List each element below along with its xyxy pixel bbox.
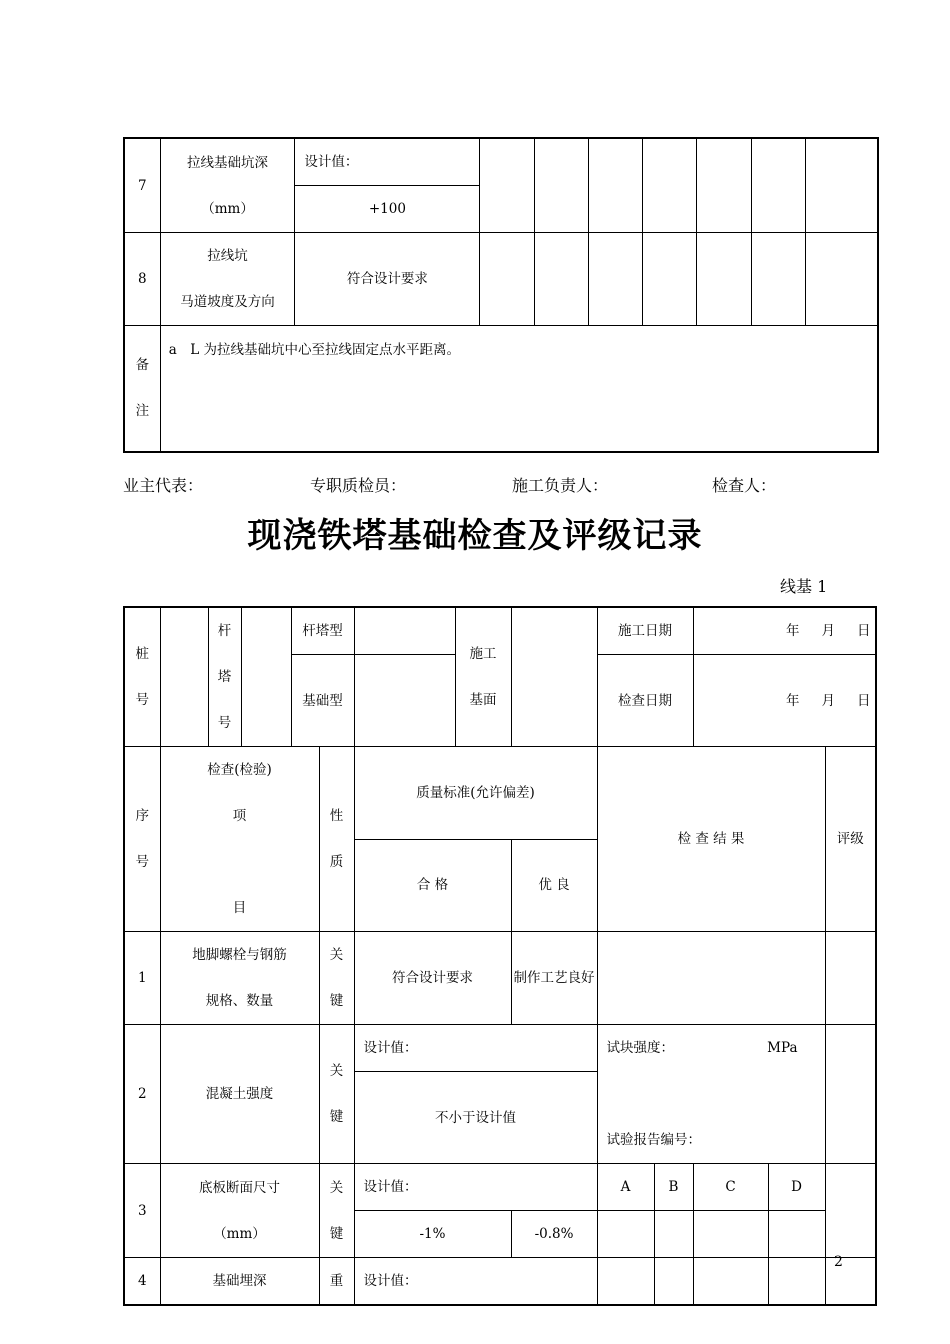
construction-lead-label: 施工负责人： [512,476,609,495]
construction-base-value [511,607,597,747]
result-cell [751,138,805,233]
remarks-label: 备 注 [124,326,160,452]
result-cell [697,138,751,233]
measure-b-value [654,1211,693,1258]
tower-number-value [241,607,291,747]
continuation-table [123,137,879,453]
qc-inspector-label: 专职质检员： [310,476,407,495]
standard-value: 不小于设计值 [354,1072,597,1164]
strength-result: 试块强度： MPa 试验报告编号： [597,1025,825,1164]
measure-a-value [597,1258,654,1306]
nature-header: 性 质 [319,747,354,932]
page-number: 2 [834,1254,843,1270]
design-value-label: 设计值： [354,1025,597,1072]
measure-c-value [693,1258,768,1306]
item-name: 拉线坑 马道坡度及方向 [160,233,295,326]
result-cell [643,233,697,326]
pass-standard: 符合设计要求 [354,932,511,1025]
nature-value: 重 [319,1258,354,1306]
result-cell [597,932,825,1025]
pile-number-value [160,607,208,747]
foundation-type-label: 基础型 [291,655,354,747]
measure-d-value [768,1211,825,1258]
measure-c-value [693,1211,768,1258]
nature-value: 关 键 [319,1164,354,1258]
result-cell [643,138,697,233]
item-name: 地脚螺栓与钢筋 规格、数量 [160,932,319,1025]
row-number: 1 [124,932,160,1025]
inspector-label: 检查人： [712,476,777,495]
result-cell [480,138,534,233]
construction-date-value: 年 月 日 [693,607,876,655]
good-standard: 制作工艺良好 [511,932,597,1025]
grade-cell [825,1025,876,1164]
seq-header: 序 号 [124,747,160,932]
pass-header: 合 格 [354,839,511,932]
result-cell [480,233,534,326]
measure-a-header: A [597,1164,654,1211]
grade-cell [806,138,878,233]
result-cell [588,233,642,326]
grade-cell [825,932,876,1025]
result-cell [534,233,588,326]
row-number: 3 [124,1164,160,1258]
item-name: 拉线基础坑深 （mm） [160,138,295,233]
result-cell [534,138,588,233]
page-title: 现浇铁塔基础检查及评级记录 [247,516,703,556]
item-name: 底板断面尺寸 （mm） [160,1164,319,1258]
row-number: 8 [124,233,160,326]
design-value-label: 设计值： [354,1164,597,1211]
grade-cell [806,233,878,326]
pile-number-label: 桩 号 [124,607,160,747]
good-header: 优 良 [511,839,597,932]
grade-cell [825,1164,876,1258]
inspection-date-value: 年 月 日 [693,655,876,747]
tower-number-label: 杆 塔 号 [208,607,241,747]
line-number: 线基 1 [780,577,828,596]
tower-type-label: 杆塔型 [291,607,354,655]
tower-type-value [354,607,455,655]
measure-d-header: D [768,1164,825,1211]
design-value-label: 设计值： [354,1258,597,1306]
result-cell [697,233,751,326]
foundation-type-value [354,655,455,747]
remarks-text: a L 为拉线基础坑中心至拉线固定点水平距离。 [160,326,878,452]
nature-value: 关 键 [319,1025,354,1164]
construction-base-label: 施工 基面 [455,607,511,747]
item-name: 基础埋深 [160,1258,319,1306]
good-standard: -0.8% [511,1211,597,1258]
row-number: 2 [124,1025,160,1164]
measure-b-value [654,1258,693,1306]
measure-b-header: B [654,1164,693,1211]
construction-date-label: 施工日期 [597,607,693,655]
quality-standard-header: 质量标准(允许偏差) [354,747,597,840]
inspection-table [123,606,877,1306]
row-number: 4 [124,1258,160,1306]
measure-c-header: C [693,1164,768,1211]
measure-a-value [597,1211,654,1258]
standard-value: 符合设计要求 [295,233,480,326]
inspection-date-label: 检查日期 [597,655,693,747]
result-cell [751,233,805,326]
tolerance-value: +100 [295,186,480,233]
row-number: 7 [124,138,160,233]
grade-header: 评级 [825,747,876,932]
measure-d-value [768,1258,825,1306]
inspection-result-header: 检 查 结 果 [597,747,825,932]
pass-standard: -1% [354,1211,511,1258]
result-cell [588,138,642,233]
item-name: 混凝土强度 [160,1025,319,1164]
owner-rep-label: 业主代表： [123,476,204,495]
nature-value: 关 键 [319,932,354,1025]
grade-cell [825,1258,876,1306]
check-item-header: 检查(检验) 项 目 [160,747,319,932]
design-value-label: 设计值： [295,138,480,186]
